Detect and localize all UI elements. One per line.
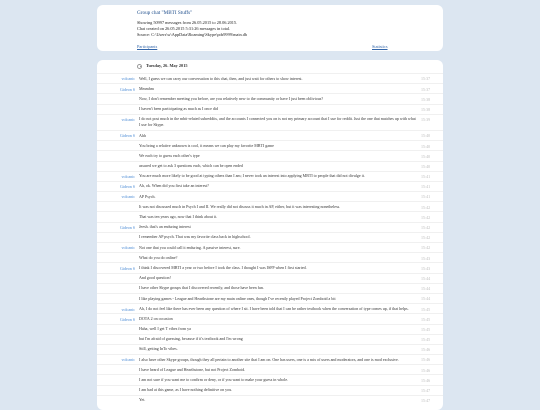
message-text: I am bad at this game, as I have nothing definitive on you. xyxy=(139,387,233,393)
chat-message xyxy=(97,150,443,160)
chat-message xyxy=(97,364,443,374)
message-time: 15:42 xyxy=(421,245,431,251)
message-time: 15:42 xyxy=(421,225,431,231)
chat-log-panel xyxy=(97,60,443,410)
message-text: Ah, ok. When did you first take an interest? xyxy=(139,183,209,189)
message-author[interactable]: volcanic xyxy=(121,76,135,82)
message-time: 15:42 xyxy=(421,235,431,241)
chat-message xyxy=(97,114,443,130)
chat-message xyxy=(97,130,443,140)
chat-message xyxy=(97,161,443,171)
message-time: 15:40 xyxy=(421,133,431,139)
message-author[interactable] xyxy=(97,162,139,171)
chat-message xyxy=(97,181,443,191)
message-time: 15:38 xyxy=(421,96,431,102)
chat-message xyxy=(97,344,443,354)
chat-message xyxy=(97,83,443,93)
message-text: Mmmhm xyxy=(139,85,154,91)
chat-message xyxy=(97,262,443,272)
chat-message xyxy=(97,93,443,103)
message-text: You bring a relative unknown is cool, it means we can play my favorite MBTI game xyxy=(139,142,274,148)
message-text: It was not discussed much in Psych I and II. We really did not discuss it much in AP, either, but it was interesting nonetheless. xyxy=(139,203,341,209)
message-text: I have heard of League and Hearthstone, but not Project Zomboid. xyxy=(139,366,246,372)
message-time: 15:45 xyxy=(421,337,431,343)
message-time: 15:38 xyxy=(421,106,431,112)
participants-link[interactable]: Participants xyxy=(137,44,158,49)
chat-message xyxy=(97,104,443,114)
message-author[interactable]: Gideon S xyxy=(120,225,135,231)
message-author[interactable]: volcanic xyxy=(121,357,135,363)
source-path-text: Source: C:\Users\w\AppData\Roaming\Skype\pds9999\main.db xyxy=(137,32,248,37)
message-text: I am not sure if you want me to confirm or deny, or if you want to make your guess in whole. xyxy=(139,377,289,383)
message-author[interactable]: Gideon S xyxy=(120,316,135,322)
message-text: Ahh xyxy=(139,132,146,138)
message-text: I remember AP psych. That was my favorite class back in highschool. xyxy=(139,234,251,240)
message-text: We each try to guess each other's type xyxy=(139,152,200,158)
chat-message xyxy=(97,313,443,323)
day-label: Tuesday, 26. May 2015 xyxy=(146,63,188,68)
message-text: Still, getting InTo vibes. xyxy=(139,346,178,352)
message-time: 15:44 xyxy=(421,296,431,302)
chat-message xyxy=(97,171,443,181)
message-text: I haven't been participating as much as I once did xyxy=(139,106,219,112)
chat-message xyxy=(97,395,443,405)
message-time: 15:42 xyxy=(421,204,431,210)
chat-message xyxy=(97,354,443,364)
message-author[interactable]: volcanic xyxy=(121,194,135,200)
message-text: That was ten years ago, now that I think about it. xyxy=(139,214,218,220)
message-text: Jeesh. that's an enduring interest xyxy=(139,224,191,230)
message-author[interactable]: volcanic xyxy=(121,306,135,312)
chat-message xyxy=(97,222,443,232)
message-time: 15:47 xyxy=(421,388,431,394)
message-time: 15:40 xyxy=(421,163,431,169)
message-text: And good question! xyxy=(139,275,171,281)
message-author[interactable] xyxy=(97,375,139,384)
message-author[interactable] xyxy=(97,284,139,293)
chat-message xyxy=(97,73,443,83)
message-time: 15:41 xyxy=(421,194,431,200)
message-author[interactable]: volcanic xyxy=(121,245,135,251)
message-time: 15:41 xyxy=(421,184,431,190)
message-author[interactable]: volcanic xyxy=(121,174,135,180)
chat-message xyxy=(97,191,443,201)
day-header xyxy=(97,63,443,72)
message-text: assured we get to ask 3 questions each, which can be open ended xyxy=(139,163,243,169)
message-text: Ah, I do not feel like there has ever been any question of where I sit. I have been told that I can be rather textbook when the conversation of type comes up, if that helps. xyxy=(139,305,409,311)
message-author[interactable] xyxy=(97,396,139,405)
message-time: 15:46 xyxy=(421,367,431,373)
message-author[interactable]: Gideon S xyxy=(120,133,135,139)
message-time: 15:46 xyxy=(421,377,431,383)
message-time: 15:40 xyxy=(421,143,431,149)
chat-title: Group chat "MBTI Stuffs" xyxy=(137,10,193,16)
message-text: What do you do online? xyxy=(139,254,178,260)
message-time: 15:41 xyxy=(421,174,431,180)
message-time: 15:45 xyxy=(421,326,431,332)
message-text: Well, I guess we can carry our conversation to this chat, then, and just wait for others to show interest. xyxy=(139,75,303,81)
message-text: I have other Skype groups that I discovered recently, and those have been fun. xyxy=(139,285,264,291)
message-time: 15:47 xyxy=(421,398,431,404)
statistics-link[interactable]: Statistics xyxy=(372,44,388,49)
message-time: 15:44 xyxy=(421,286,431,292)
message-author[interactable] xyxy=(97,274,139,283)
message-text: I do not post much in the mbti-related subreddits, and the accounts I connected you on is not my primary account that I use for reddit. Just the one that matches up with what I use for Skype. xyxy=(139,116,416,128)
message-author[interactable] xyxy=(97,386,139,395)
message-author[interactable] xyxy=(97,253,139,262)
chat-message xyxy=(97,303,443,313)
chat-message xyxy=(97,334,443,344)
message-time: 15:45 xyxy=(421,306,431,312)
message-text: Not one that you could call it enduring. A passive interest, sure. xyxy=(139,244,241,250)
message-time: 15:45 xyxy=(421,316,431,322)
message-text: Haha, well I get T vibes from ya xyxy=(139,326,191,332)
message-time: 15:40 xyxy=(421,153,431,159)
chat-message xyxy=(97,211,443,221)
message-author[interactable] xyxy=(97,365,139,374)
message-text: You are much more likely to be good at typing others than I am; I never took an interest into applying MBTI to people that did not divulge it. xyxy=(139,173,365,179)
chat-message xyxy=(97,201,443,211)
chat-message xyxy=(97,252,443,262)
message-text: I like playing games - League and Hearthstone are my main online ones, though I've recently played Project Zomboid a bit xyxy=(139,295,336,301)
message-time: 15:37 xyxy=(421,76,431,82)
message-author[interactable] xyxy=(97,151,139,160)
message-author[interactable]: Gideon S xyxy=(120,265,135,271)
message-text: Now, I don't remember meeting you before, are you relatively new to the community or have I just been oblivious? xyxy=(139,95,324,101)
chat-message xyxy=(97,140,443,150)
message-text: DOTA 2 on occasion xyxy=(139,315,173,321)
message-text: I think I discovered MBTI a year or two before I took the class. I thought I was ISFP when I first started. xyxy=(139,264,307,270)
message-author[interactable] xyxy=(97,94,139,103)
message-list xyxy=(97,73,443,405)
message-author[interactable]: volcanic xyxy=(121,117,135,123)
message-author[interactable] xyxy=(97,345,139,354)
message-author[interactable] xyxy=(97,294,139,303)
chat-message xyxy=(97,385,443,395)
message-time: 15:46 xyxy=(421,357,431,363)
message-author[interactable] xyxy=(97,141,139,150)
message-time: 15:44 xyxy=(421,275,431,281)
message-author[interactable]: Gideon S xyxy=(120,86,135,92)
message-range-text: Showing 50997 messages from 26.05.2015 to 28.06.2015. xyxy=(137,20,238,25)
message-time: 15:39 xyxy=(421,117,431,123)
chat-message xyxy=(97,232,443,242)
chat-message xyxy=(97,242,443,252)
message-author[interactable] xyxy=(97,202,139,211)
chat-message xyxy=(97,273,443,283)
message-time: 15:43 xyxy=(421,255,431,261)
chat-message xyxy=(97,374,443,384)
message-text: Yet. xyxy=(139,397,146,403)
clock-icon xyxy=(137,64,142,69)
message-text: I also have other Skype groups, though they all pertain to another site that I am on. One has users, one is a mix of users and moderators, and one is mod exclusive. xyxy=(139,356,399,362)
message-author[interactable] xyxy=(97,325,139,334)
message-time: 15:46 xyxy=(421,347,431,353)
message-author[interactable] xyxy=(97,335,139,344)
message-author[interactable] xyxy=(97,233,139,242)
message-time: 15:37 xyxy=(421,86,431,92)
chat-info-panel xyxy=(97,5,443,51)
message-author[interactable] xyxy=(97,212,139,221)
chat-created-text: Chat created on 26.05.2015 5:31:26 messages in total. xyxy=(137,26,231,31)
message-time: 15:42 xyxy=(421,214,431,220)
message-time: 15:43 xyxy=(421,265,431,271)
chat-message xyxy=(97,293,443,303)
message-author[interactable]: Gideon S xyxy=(120,184,135,190)
chat-message xyxy=(97,283,443,293)
message-text: but I'm afraid of guessing, because if it's textbook and I'm wrong xyxy=(139,336,243,342)
chat-message xyxy=(97,324,443,334)
message-text: AP Psych. xyxy=(139,193,156,199)
message-author[interactable] xyxy=(97,105,139,114)
